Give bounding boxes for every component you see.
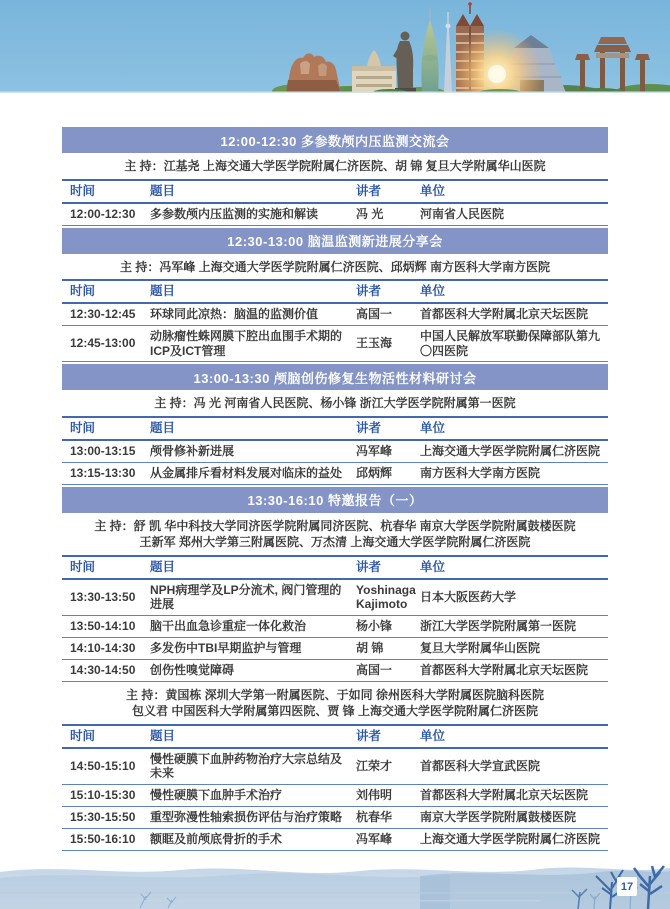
talk-speaker: 高国一 [356, 662, 393, 677]
talk-speaker: 邱炳辉 [356, 465, 393, 480]
session-block [62, 364, 608, 485]
column-header-speaker: 讲者 [356, 420, 382, 435]
talk-time: 13:00-13:15 [70, 443, 136, 458]
talk-organization: 南方医科大学南方医院 [420, 465, 541, 480]
talk-time: 13:15-13:30 [70, 465, 136, 480]
table-rows [62, 580, 608, 682]
talk-speaker: 冯军峰 [356, 831, 393, 846]
talk-title: 慢性硬膜下血肿手术治疗 [150, 787, 283, 802]
talk-time: 12:30-12:45 [70, 307, 136, 322]
host-lines [62, 682, 608, 724]
column-header-topic: 题目 [150, 728, 176, 743]
talk-time: 14:10-14:30 [70, 640, 136, 655]
talk-time: 15:10-15:30 [70, 787, 136, 802]
table-rows [62, 441, 608, 485]
column-header-time: 时间 [70, 284, 96, 298]
table-row [62, 580, 608, 616]
city-skyline-illustration [0, 0, 670, 93]
talk-time: 15:30-15:50 [70, 809, 136, 824]
session-group [62, 254, 608, 363]
talk-organization: 上海交通大学医学院附属仁济医院 [420, 831, 601, 846]
table-row [62, 204, 608, 226]
table-row [62, 463, 608, 485]
column-header-speaker: 讲者 [356, 559, 382, 574]
table-header-row [62, 279, 608, 304]
page-number: 17 [617, 877, 637, 896]
column-header-time: 时间 [70, 183, 96, 198]
table-header-row [62, 416, 608, 441]
header-banner [0, 0, 670, 93]
talk-speaker: 王玉海 [356, 336, 393, 351]
host-lines [62, 153, 608, 179]
talk-title: 多发伤中TBI早期监护与管理 [150, 640, 302, 655]
host-line: 包义君 中国医科大学附属第四医院、贾 锋 上海交通大学医学院附属仁济医院 [131, 704, 538, 718]
talk-time: 12:45-13:00 [70, 336, 136, 351]
table-row [62, 326, 608, 362]
session-group [62, 682, 608, 851]
talk-time: 13:50-14:10 [70, 618, 136, 633]
talk-speaker: 杭春华 [356, 809, 393, 824]
talk-title: 环球同此凉热：脑温的监测价值 [150, 307, 319, 322]
column-header-time: 时间 [70, 559, 96, 574]
column-header-org: 单位 [420, 284, 446, 298]
talk-organization: 首都医科大学宣武医院 [420, 758, 541, 773]
table-header-row [62, 724, 608, 749]
session-title: 12:30-13:00 脑温监测新进展分享会 [227, 234, 443, 249]
host-line: 主 持：冯 光 河南省人民医院、杨小锋 浙江大学医学院附属第一医院 [154, 396, 516, 410]
session-group [62, 153, 608, 226]
table-row [62, 785, 608, 807]
session-group [62, 513, 608, 682]
talk-time: 13:30-13:50 [70, 589, 136, 604]
talk-title: 颅骨修补新进展 [150, 443, 235, 458]
column-header-org: 单位 [420, 183, 446, 198]
column-header-org: 单位 [420, 420, 446, 435]
talk-speaker: 胡 锦 [356, 640, 384, 655]
talk-organization: 上海交通大学医学院附属仁济医院 [420, 443, 601, 458]
host-lines [62, 513, 608, 555]
table-row [62, 807, 608, 829]
talk-speaker: 冯 光 [356, 206, 384, 221]
column-header-time: 时间 [70, 420, 96, 435]
session-title-bar [62, 364, 608, 390]
table-rows [62, 749, 608, 851]
talk-organization: 河南省人民医院 [420, 206, 505, 221]
talk-time: 14:50-15:10 [70, 758, 136, 773]
talk-organization: 中国人民解放军联勤保障部队第九〇四医院 [420, 329, 601, 358]
talk-title: 从金属排斥看材料发展对临床的益处 [150, 465, 343, 480]
session-block [62, 228, 608, 363]
table-row [62, 441, 608, 463]
talk-organization: 复旦大学附属华山医院 [420, 640, 541, 655]
table-row [62, 616, 608, 638]
session-group [62, 390, 608, 485]
sun-core [488, 65, 506, 83]
column-header-speaker: 讲者 [356, 728, 382, 743]
session-title-bar [62, 228, 608, 254]
column-header-speaker: 讲者 [356, 183, 382, 198]
talk-title: 脑干出血急诊重症一体化救治 [150, 618, 307, 633]
host-line: 主 持：江基尧 上海交通大学医学院附属仁济医院、胡 锦 复旦大学附属华山医院 [124, 159, 546, 173]
column-header-topic: 题目 [150, 559, 176, 574]
winter-watercolor-illustration [0, 862, 670, 909]
table-row [62, 638, 608, 660]
talk-title: 多参数颅内压监测的实施和解读 [150, 206, 319, 221]
talk-time: 15:50-16:10 [70, 831, 136, 846]
table-rows [62, 304, 608, 362]
talk-organization: 首都医科大学附属北京天坛医院 [420, 662, 589, 677]
talk-title: NPH病理学及LP分流术, 阀门管理的进展 [150, 582, 342, 611]
talk-title: 动脉瘤性蛛网膜下腔出血围手术期的ICP及ICT管理 [150, 329, 343, 358]
host-line: 主 持：黄国栋 深圳大学第一附属医院、于如同 徐州医科大学附属医院脑科医院 [125, 687, 544, 702]
talk-time: 12:00-12:30 [70, 206, 136, 221]
column-header-time: 时间 [70, 728, 96, 743]
talk-speaker: 刘伟明 [356, 787, 393, 802]
host-lines [62, 254, 608, 280]
session-block [62, 127, 608, 226]
table-row [62, 660, 608, 682]
talk-title: 重型弥漫性轴索损伤评估与治疗策略 [150, 809, 343, 824]
talk-organization: 日本大阪医药大学 [420, 589, 517, 604]
table-row [62, 749, 608, 785]
session-title: 13:00-13:30 颅脑创伤修复生物活性材料研讨会 [193, 370, 477, 386]
talk-speaker: 江荣才 [356, 758, 393, 773]
column-header-speaker: 讲者 [356, 284, 382, 298]
table-row [62, 304, 608, 326]
session-title: 13:30-16:10 特邀报告（一） [247, 493, 423, 508]
talk-title: 慢性硬膜下血肿药物治疗大宗总结及未来 [150, 751, 343, 780]
talk-speaker: 高国一 [356, 307, 393, 322]
host-lines [62, 390, 608, 416]
talk-speaker: 杨小锋 [356, 618, 393, 633]
table-rows [62, 204, 608, 226]
session-title: 12:00-12:30 多参数颅内压监测交流会 [220, 133, 450, 149]
column-header-topic: 题目 [150, 284, 176, 298]
talk-organization: 首都医科大学附属北京天坛医院 [420, 787, 589, 802]
column-header-org: 单位 [420, 728, 446, 743]
talk-speaker: 冯军峰 [356, 443, 393, 458]
footer-banner [0, 862, 670, 909]
column-header-org: 单位 [420, 559, 446, 574]
talk-organization: 首都医科大学附属北京天坛医院 [420, 307, 589, 322]
schedule-content [62, 127, 608, 851]
talk-title: 创伤性嗅觉障碍 [150, 662, 235, 677]
talk-organization: 南京大学医学院附属鼓楼医院 [420, 809, 577, 824]
table-header-row [62, 555, 608, 580]
session-title-bar [62, 487, 608, 513]
talk-speaker: Yoshinaga Kajimoto [356, 582, 416, 611]
table-header-row [62, 179, 608, 204]
session-title-bar [62, 127, 608, 153]
column-header-topic: 题目 [150, 420, 176, 435]
host-line: 主 持：冯军峰 上海交通大学医学院附属仁济医院、邱炳辉 南方医科大学南方医院 [119, 259, 550, 274]
host-line: 主 持：舒 凯 华中科技大学同济医学院附属同济医院、杭春华 南京大学医学院附属鼓楼医院 [94, 518, 576, 533]
session-block [62, 487, 608, 851]
talk-time: 14:30-14:50 [70, 662, 136, 677]
talk-organization: 浙江大学医学院附属第一医院 [420, 618, 577, 633]
host-line: 王新军 郑州大学第三附属医院、万杰清 上海交通大学医学院附属仁济医院 [139, 535, 531, 549]
table-row [62, 829, 608, 851]
talk-title: 额眶及前颅底骨折的手术 [150, 831, 283, 846]
column-header-topic: 题目 [150, 183, 176, 198]
